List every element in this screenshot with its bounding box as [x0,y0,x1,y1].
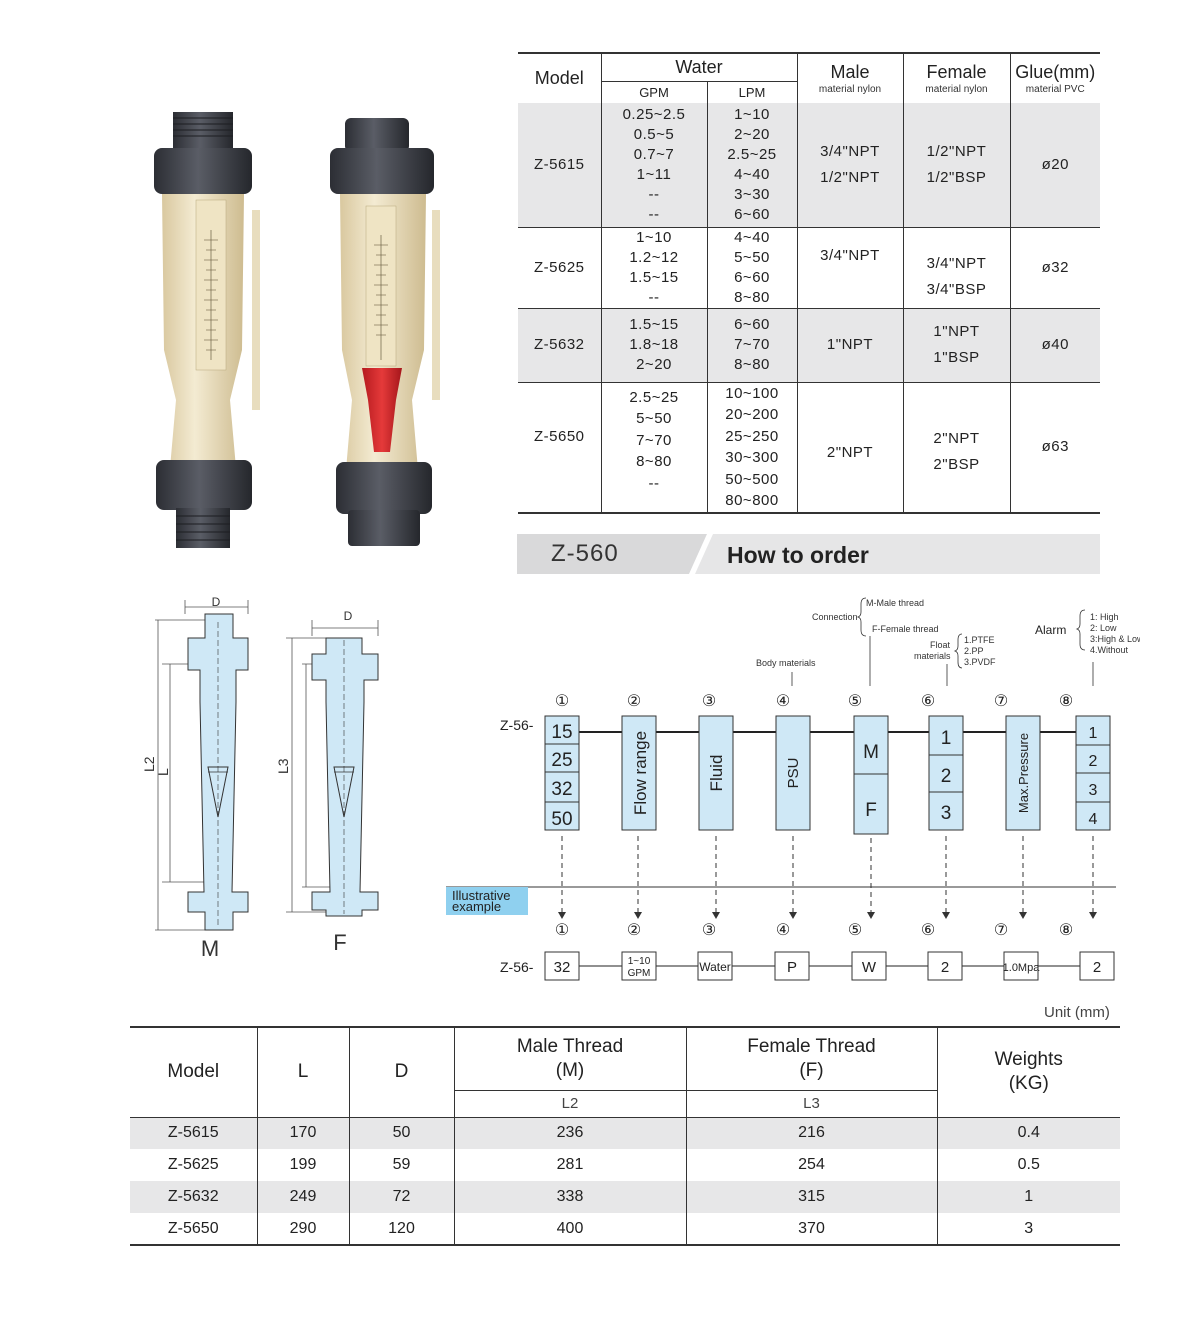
spec-header-lpm: LPM [707,81,797,103]
dim-l: 249 [257,1181,349,1213]
svg-text:F: F [865,800,877,821]
svg-text:3: 3 [940,803,952,824]
example-value: 1.0Mpa [1002,962,1040,974]
order-box-float [929,716,963,830]
step-number: ⑥ [920,693,936,710]
order-box-alarm [1076,716,1110,830]
spec-model: Z-5632 [518,308,601,382]
spec-row [518,103,1100,227]
spec-lpm: 10~100 20~200 25~250 30~300 50~500 80~800 [707,382,797,513]
illustrative-label: Illustrative [452,888,511,903]
spec-header-gpm: GPM [601,81,707,103]
example-value: P [786,959,798,976]
unit-label: Unit (mm) [1044,1004,1110,1021]
meter-male-photo [154,112,260,548]
dim-l3-label: L3 [275,758,291,774]
meter-female-photo [330,118,440,546]
dim-header-l3: L3 [686,1090,937,1117]
spec-header-model: Model [518,53,601,103]
svg-text:Fluid: Fluid [707,754,726,792]
svg-text:3: 3 [1088,782,1098,799]
banner-title: How to order [727,542,869,568]
illustrative-label-2: example [452,899,502,914]
dim-weight: 0.4 [937,1117,1120,1149]
example-value: W [861,959,877,976]
spec-row [518,227,1100,308]
dim-row [130,1213,1120,1245]
dim-l3: 216 [686,1117,937,1149]
dim-model: Z-5625 [167,1156,219,1173]
spec-model: Z-5625 [518,227,601,308]
spec-gpm: 1.5~15 1.8~18 2~20 [601,308,707,382]
spec-table [518,52,1100,514]
spec-glue: ø20 [1010,103,1100,227]
order-diagram [440,590,1140,990]
step-number: ⑤ [847,693,863,710]
annot-connection: Connection [812,612,858,622]
spec-female: 2"NPT 2"BSP [903,382,1010,513]
example-value: Water [699,960,731,974]
dim-d: 72 [349,1181,454,1213]
step-number: ② [626,693,642,710]
svg-text:15: 15 [551,722,573,743]
dim-header-l2: L2 [454,1090,686,1117]
svg-text:1: 1 [1088,725,1098,742]
svg-text:4: 4 [1088,811,1098,828]
step-number: ⑧ [1058,922,1074,939]
dim-l: 199 [257,1149,349,1181]
svg-text:1: 1 [940,728,952,749]
svg-text:PSU: PSU [785,757,802,789]
dim-l3: 370 [686,1213,937,1245]
step-number: ③ [701,922,717,939]
dim-f-label: F [333,930,347,955]
product-photos [140,100,480,560]
svg-text:Flow range: Flow range [631,730,650,816]
meter-m-drawing [188,614,248,930]
spec-lpm: 4~40 5~50 6~60 8~80 [707,227,797,308]
dim-header-d: D [349,1027,454,1117]
spec-male: 3/4"NPT 1/2"NPT [797,103,903,227]
spec-male: 1"NPT [797,308,903,382]
dim-d: 50 [349,1117,454,1149]
order-prefix: Z-56- [500,717,534,733]
spec-header-female: Female material nylon [903,53,1010,103]
spec-model: Z-5650 [518,382,601,513]
spec-gpm: 2.5~25 5~50 7~70 8~80 -- [601,382,707,513]
dim-l: 170 [257,1117,349,1149]
annot-alarm-list-3: 4.Without [1090,645,1129,655]
dim-d: 59 [349,1149,454,1181]
spec-gpm: 1~10 1.2~12 1.5~15 -- [601,227,707,308]
dim-model: Z-5650 [130,1213,257,1245]
annot-float: Float [930,640,951,650]
annot-float-list-1: 2.PP [964,646,984,656]
order-box-flow [622,716,656,830]
dim-l3: 254 [686,1149,937,1181]
annot-connection-m: M-Male thread [866,598,925,608]
step-number: ⑦ [993,693,1009,710]
annot-alarm: Alarm [1035,623,1067,637]
dim-m-label: M [200,936,220,961]
svg-text:32: 32 [551,779,573,800]
dimension-drawings [130,592,410,972]
dim-l2: 236 [454,1117,686,1149]
meter-f-drawing [312,638,378,916]
dim-row [130,1117,1120,1149]
dim-weight: 0.5 [937,1149,1120,1181]
order-box-psu [776,716,810,830]
example-prefix: Z-56- [500,959,534,975]
spec-female: 3/4"NPT 3/4"BSP [903,227,1010,308]
dim-d: 120 [349,1213,454,1245]
annot-alarm-list-0: 1: High [1090,612,1119,622]
dim-header-weights: Weights (KG) [937,1027,1120,1117]
dim-l2: 338 [454,1181,686,1213]
step-number: ⑦ [993,922,1009,939]
dim-l2-label: L2 [141,756,157,772]
spec-lpm: 1~10 2~20 2.5~25 4~40 3~30 6~60 [707,103,797,227]
annot-float-2: materials [914,651,951,661]
step-number: ④ [775,922,791,939]
step-number: ⑥ [920,922,936,939]
spec-header-glue: Glue(mm) material PVC [1010,53,1100,103]
annot-body-materials: Body materials [756,658,816,668]
annot-alarm-list-2: 3:High & Low [1090,634,1140,644]
order-box-pressure [1006,716,1040,830]
order-box-size [545,716,579,830]
example-value: 2 [940,959,950,976]
example-value: 32 [553,959,571,976]
step-number: ① [554,693,570,710]
dim-l3: 315 [686,1181,937,1213]
dim-l-label: L [155,768,171,776]
svg-text:Max.Pressure: Max.Pressure [1016,732,1031,814]
dim-header-male: Male Thread (M) [454,1027,686,1090]
spec-header-water: Water [601,53,797,81]
order-box-fluid [699,716,733,830]
dim-header-l: L [257,1027,349,1117]
spec-row [518,382,1100,513]
dim-model: Z-5632 [130,1181,257,1213]
spec-row [518,308,1100,382]
dim-row [130,1181,1120,1213]
dim-header-model: Model [130,1027,257,1117]
annot-float-list-2: 3.PVDF [964,657,996,667]
banner-model: Z-560 [551,540,619,567]
svg-text:50: 50 [551,809,573,830]
step-number: ⑧ [1058,693,1074,710]
example-value-flow-unit: GPM [627,968,651,979]
step-number: ⑤ [847,922,863,939]
step-number: ④ [775,693,791,710]
step-number: ② [626,922,642,939]
spec-lpm: 6~60 7~70 8~80 [707,308,797,382]
spec-glue: ø32 [1010,227,1100,308]
example-value-flow: 1~10 [627,956,651,967]
step-number: ① [554,922,570,939]
spec-header-male: Male material nylon [797,53,903,103]
dimension-svg [130,592,410,972]
dim-d-label-m: D [211,595,221,609]
spec-glue: ø40 [1010,308,1100,382]
flowmeter-photos [140,100,480,560]
dimension-table [130,1026,1120,1246]
dim-l: 290 [257,1213,349,1245]
dim-row [130,1149,1120,1181]
svg-text:2: 2 [940,766,952,787]
svg-text:25: 25 [551,750,573,771]
dim-l2: 281 [454,1149,686,1181]
spec-female: 1"NPT 1"BSP [903,308,1010,382]
annot-connection-f: F-Female thread [872,624,939,634]
spec-model: Z-5615 [518,103,601,227]
dim-l2: 400 [454,1213,686,1245]
step-number: ③ [701,693,717,710]
spec-male: 3/4"NPT [797,227,903,308]
dim-d-label-f: D [343,609,353,623]
example-value: 2 [1092,959,1102,976]
spec-gpm: 0.25~2.5 0.5~5 0.7~7 1~11 -- -- [601,103,707,227]
svg-text:M: M [863,742,879,763]
dim-weight: 3 [937,1213,1120,1245]
spec-female: 1/2"NPT 1/2"BSP [903,103,1010,227]
dim-weight: 1 [937,1181,1120,1213]
order-svg [440,590,1140,990]
order-banner [517,534,1100,574]
spec-male: 2"NPT [797,382,903,513]
annot-alarm-list-1: 2: Low [1090,623,1117,633]
dim-header-female: Female Thread (F) [686,1027,937,1090]
svg-text:2: 2 [1088,753,1098,770]
order-box-connection [854,716,888,834]
dim-model: Z-5615 [130,1117,257,1149]
annot-float-list-0: 1.PTFE [964,635,995,645]
spec-glue: ø63 [1010,382,1100,513]
